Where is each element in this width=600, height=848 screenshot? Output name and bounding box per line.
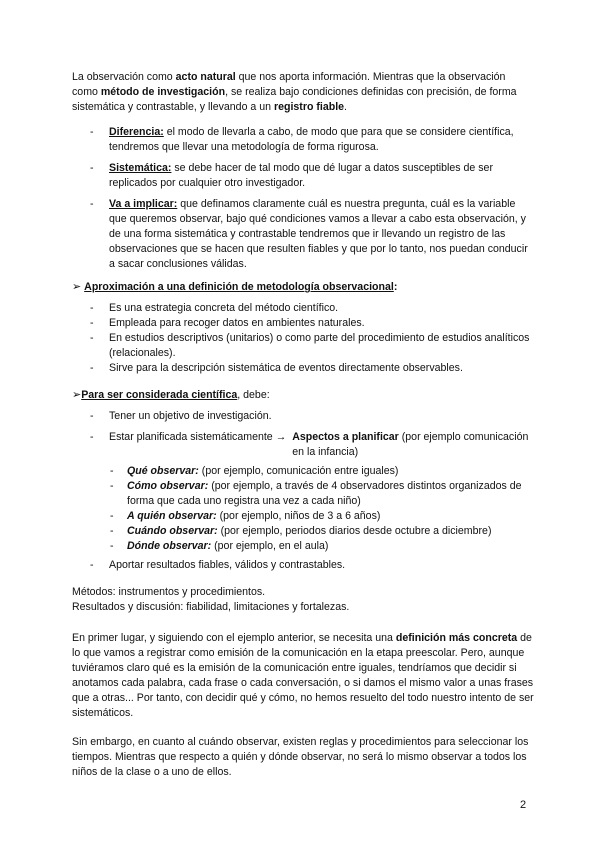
list-item (110, 509, 534, 524)
section-title: Para ser considerada científica (81, 389, 238, 401)
document-page (72, 70, 534, 780)
aspects-right (292, 430, 534, 460)
section-heading-2 (72, 388, 534, 403)
list-item: - Sirve para la descripción sistemática de eventos directamente observables. (90, 361, 534, 376)
methods-line: Métodos: instrumentos y procedimientos. (72, 586, 266, 598)
section-heading-1 (72, 280, 534, 295)
aspect-text: (por ejemplo, en el aula) (211, 540, 329, 552)
list-item: - Es una estrategia concreta del método científico. (90, 301, 534, 316)
feature-label: Diferencia: (109, 126, 164, 138)
intro-text-3: , se realiza bajo condiciones definidas con precisión, de forma sistemática y contrastable, y llevando a un (72, 86, 517, 113)
list-item (110, 539, 534, 554)
intro-bold-2: método de investigación (100, 86, 226, 98)
definition-list (72, 301, 534, 376)
list-item (90, 125, 534, 155)
list-item (90, 430, 534, 460)
list-item (90, 197, 534, 272)
section-colon: : (393, 281, 398, 293)
aspect-label: Dónde observar: (127, 540, 212, 552)
aspect-text: (por ejemplo, niños de 3 a 6 años) (216, 510, 381, 522)
aspect-text: (por ejemplo, comunicación entre iguales) (198, 465, 399, 477)
aspect-label: Cuándo observar: (127, 525, 218, 537)
aspect-text: (por ejemplo, a través de 4 observadores distintos organizados de forma que cada uno registra una vez a cada niño) (127, 480, 522, 507)
list-item: - Aportar resultados fiables, válidos y contrastables. (90, 558, 534, 573)
features-list (72, 125, 534, 272)
feature-text: se debe hacer de tal modo que dé lugar a datos susceptibles de ser replicados por cualquier otro investigador. (109, 162, 493, 189)
aspects-row (109, 430, 534, 460)
para-text-2: de lo que vamos a registrar como emisión de la comunicación en la etapa preescolar. Pero, aunque tuviéramos claro qué es la emisión de la comunicación entre iguales, tendríamos que decidir si anotamos cada palabra, cada frase o cada conversación, o si damos el mismo valor a unas frases que a otras... Por tanto, con decidir qué y cómo, no hemos resuelto del todo nuestro intento de ser sistemáticos. (72, 632, 534, 719)
intro-bold-3: registro fiable (273, 101, 345, 113)
aspects-title: Aspectos a planificar (292, 431, 399, 443)
aspect-label: A quién observar: (127, 510, 217, 522)
feature-label: Va a implicar: (109, 198, 178, 210)
right-arrow-icon: → (275, 431, 287, 443)
aspects-example: (por ejemplo comunicación en la infancia) (292, 431, 529, 458)
para-bold: definición más concreta (395, 632, 518, 644)
list-item: - Tener un objetivo de investigación. (90, 409, 534, 424)
page-number: 2 (520, 799, 527, 811)
intro-bold-1: acto natural (175, 71, 236, 83)
intro-text-2: que nos aporta información. Mientras que la observación como (72, 71, 506, 98)
intro-text-4: . (344, 101, 347, 113)
intro-paragraph (72, 70, 534, 115)
body-paragraph-2: Sin embargo, en cuanto al cuándo observar, existen reglas y procedimientos para seleccionar los tiempos. Mientras que respecto a quién y dónde observar, no será lo mismo observar a todos los niños de la clase o a uno de ellos. (72, 736, 529, 778)
aspect-text: (por ejemplo, periodos diarios desde octubre a diciembre) (217, 525, 492, 537)
arrow-bullet-icon: ➢ (72, 389, 82, 401)
feature-text: el modo de llevarla a cabo, de modo que para que se considere científica, tendremos que llevar una metodología de forma rigurosa. (109, 126, 514, 153)
aspect-label: Cómo observar: (127, 480, 209, 492)
requirements-list (72, 409, 534, 460)
list-item (110, 464, 534, 479)
list-item (90, 161, 534, 191)
list-item: - En estudios descriptivos (unitarios) o como parte del procedimiento de estudios analíticos (relacionales). (90, 331, 534, 361)
aspects-list (72, 464, 534, 554)
para-text-1: En primer lugar, y siguiendo con el ejemplo anterior, se necesita una (72, 632, 396, 644)
list-item (110, 479, 534, 509)
item-text: Estar planificada sistemáticamente (109, 431, 276, 443)
arrow-bullet-icon: ➢ (72, 281, 82, 293)
aspect-label: Qué observar: (127, 465, 199, 477)
results-line: Resultados y discusión: fiabilidad, limitaciones y fortalezas. (72, 601, 350, 613)
feature-label: Sistemática: (109, 162, 172, 174)
feature-text: que definamos claramente cuál es nuestra pregunta, cuál es la variable que queremos observar, bajo qué condiciones vamos a llevar a cabo esta observación, y de una forma sistemática y contrastable tendremos que ir llevando un registro de las observaciones que se hacen que resulten fiables y que por lo tanto, nos puedan conducir a sacar conclusiones válidas. (109, 198, 528, 270)
requirements-list-end (72, 558, 534, 573)
body-paragraph-1 (72, 631, 534, 721)
aspects-left (109, 430, 286, 460)
intro-text-1: La observación como (72, 71, 176, 83)
section-title: Aproximación a una definición de metodología observacional (84, 281, 394, 293)
section-suffix: , debe: (237, 389, 270, 401)
list-item: - Empleada para recoger datos en ambientes naturales. (90, 316, 534, 331)
list-item (110, 524, 534, 539)
